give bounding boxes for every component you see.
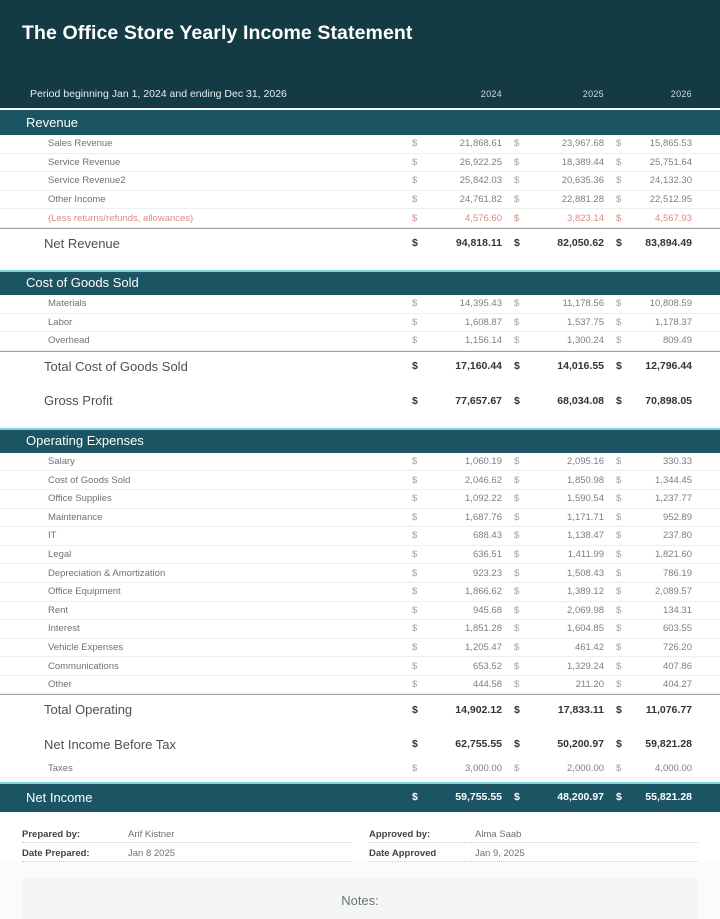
date-prepared-pair [22, 848, 351, 862]
table-row [0, 490, 720, 509]
cell-2024: 21,868.61 [459, 138, 502, 150]
table-row [0, 527, 720, 546]
currency-symbol: $ [616, 567, 622, 579]
signature-row-dates [22, 843, 698, 862]
table-row [0, 602, 720, 621]
cell-2025: 1,138.47 [567, 530, 604, 542]
currency-symbol: $ [514, 212, 520, 224]
currency-symbol: $ [412, 237, 418, 250]
currency-symbol: $ [616, 762, 622, 774]
prepared-by-label: Prepared by: [22, 829, 118, 843]
cell-2024: 4,576.60 [465, 212, 502, 224]
currency-symbol: $ [616, 175, 622, 187]
cell-2024: 14,395.43 [459, 298, 502, 310]
currency-symbol: $ [514, 335, 520, 347]
cell-2024: 25,842.03 [459, 175, 502, 187]
currency-symbol: $ [412, 156, 418, 168]
cell-2024: 62,755.55 [455, 738, 502, 751]
cell-2026: 55,821.28 [645, 791, 692, 804]
cell-2026: 59,821.28 [645, 738, 692, 751]
cell-2024: 923.23 [472, 567, 502, 579]
signature-block [0, 812, 720, 862]
row-label: Service Revenue2 [48, 175, 126, 187]
cell-2026: 11,076.77 [645, 703, 692, 716]
cell-2024: 653.52 [472, 660, 502, 672]
currency-symbol: $ [412, 194, 418, 206]
currency-symbol: $ [514, 567, 520, 579]
row-label: Vehicle Expenses [48, 641, 123, 653]
currency-symbol: $ [616, 194, 622, 206]
revenue-rows [0, 135, 720, 268]
cell-2024: 945.68 [472, 604, 502, 616]
cell-2025: 1,537.75 [567, 316, 604, 328]
cell-2025: 1,590.54 [567, 493, 604, 505]
currency-symbol: $ [616, 549, 622, 561]
cell-2024: 26,922.25 [459, 156, 502, 168]
approved-by-label: Approved by: [369, 829, 465, 843]
currency-symbol: $ [514, 530, 520, 542]
total-row-total-operating [0, 694, 720, 724]
row-label: Other Income [48, 194, 106, 206]
table-row [0, 657, 720, 676]
total-row-gross-profit [0, 386, 720, 416]
currency-symbol: $ [514, 456, 520, 468]
currency-symbol: $ [412, 762, 418, 774]
currency-symbol: $ [412, 360, 418, 373]
currency-symbol: $ [514, 623, 520, 635]
currency-symbol: $ [412, 703, 418, 716]
cell-2025: 14,016.55 [557, 360, 604, 373]
currency-symbol: $ [514, 791, 520, 804]
currency-symbol: $ [616, 660, 622, 672]
currency-symbol: $ [514, 474, 520, 486]
table-row [0, 639, 720, 658]
cell-2024: 1,851.28 [465, 623, 502, 635]
table-row [0, 546, 720, 565]
currency-symbol: $ [412, 316, 418, 328]
cell-2025: 17,833.11 [557, 703, 604, 716]
cell-2024: 2,046.62 [465, 474, 502, 486]
row-label: Maintenance [48, 511, 103, 523]
currency-symbol: $ [412, 212, 418, 224]
total-row-net-income-before-tax [0, 729, 720, 759]
currency-symbol: $ [514, 679, 520, 691]
cell-2024: 1,866.62 [465, 586, 502, 598]
cell-2026: 1,237.77 [655, 493, 692, 505]
total-row-net-revenue [0, 228, 720, 258]
currency-symbol: $ [514, 394, 520, 407]
table-row [0, 453, 720, 472]
section-title-revenue: Revenue [26, 115, 79, 130]
date-approved-label: Date Approved [369, 848, 465, 862]
table-row [0, 154, 720, 173]
cell-2024: 1,060.19 [465, 456, 502, 468]
operating-expense-rows [0, 453, 720, 695]
cell-2026: 404.27 [662, 679, 692, 691]
table-row [0, 564, 720, 583]
currency-symbol: $ [616, 493, 622, 505]
date-prepared-label: Date Prepared: [22, 848, 118, 862]
row-label: Sales Revenue [48, 138, 113, 150]
cell-2026: 407.86 [662, 660, 692, 672]
cell-2025: 461.42 [574, 641, 604, 653]
cell-2026: 726.20 [662, 641, 692, 653]
row-label: Legal [48, 549, 72, 561]
table-row-taxes [0, 759, 720, 778]
currency-symbol: $ [412, 567, 418, 579]
currency-symbol: $ [616, 641, 622, 653]
row-label: Taxes [48, 762, 73, 774]
row-label: Gross Profit [44, 393, 113, 409]
cell-2025: 1,604.85 [567, 623, 604, 635]
currency-symbol: $ [514, 156, 520, 168]
cell-2024: 77,657.67 [455, 394, 502, 407]
currency-symbol: $ [412, 298, 418, 310]
cell-2026: 25,751.64 [649, 156, 692, 168]
currency-symbol: $ [412, 530, 418, 542]
currency-symbol: $ [616, 604, 622, 616]
cell-2026: 1,821.60 [655, 549, 692, 561]
table-row [0, 172, 720, 191]
currency-symbol: $ [412, 641, 418, 653]
cell-2026: 24,132.30 [649, 175, 692, 187]
currency-symbol: $ [412, 549, 418, 561]
cell-2026: 22,512.95 [649, 194, 692, 206]
cell-2024: 17,160.44 [455, 360, 502, 373]
currency-symbol: $ [514, 237, 520, 250]
section-title-operating-expenses: Operating Expenses [26, 432, 144, 448]
currency-symbol: $ [412, 394, 418, 407]
currency-symbol: $ [412, 474, 418, 486]
currency-symbol: $ [616, 156, 622, 168]
currency-symbol: $ [616, 237, 622, 250]
page-title: The Office Store Yearly Income Statement [22, 22, 413, 44]
column-header-year-2: 2025 [582, 89, 604, 99]
currency-symbol: $ [616, 316, 622, 328]
cell-2025: 11,178.56 [562, 298, 604, 310]
table-row [0, 332, 720, 351]
currency-symbol: $ [616, 530, 622, 542]
cogs-rows [0, 295, 720, 426]
period-and-year-header [0, 80, 720, 108]
currency-symbol: $ [514, 298, 520, 310]
currency-symbol: $ [412, 493, 418, 505]
currency-symbol: $ [616, 623, 622, 635]
currency-symbol: $ [514, 511, 520, 523]
cell-2024: 59,755.55 [455, 791, 502, 804]
cell-2026: 603.55 [662, 623, 692, 635]
cell-2026: 70,898.05 [645, 394, 692, 407]
table-row [0, 676, 720, 695]
approved-by-pair [369, 829, 698, 843]
currency-symbol: $ [616, 360, 622, 373]
prepared-by-pair [22, 829, 351, 843]
currency-symbol: $ [412, 175, 418, 187]
row-label: Total Cost of Goods Sold [44, 358, 188, 374]
row-label: Service Revenue [48, 156, 121, 168]
cell-2025: 2,095.16 [567, 456, 604, 468]
cell-2024: 688.43 [472, 530, 502, 542]
cell-2024: 1,608.87 [465, 316, 502, 328]
cell-2025: 20,635.36 [561, 175, 604, 187]
row-label: Office Supplies [48, 493, 112, 505]
cell-2026: 1,344.45 [655, 474, 692, 486]
cell-2025: 23,967.68 [561, 138, 604, 150]
currency-symbol: $ [514, 175, 520, 187]
cell-2025: 68,034.08 [557, 394, 604, 407]
row-label: Net Revenue [44, 235, 120, 251]
cell-2024: 1,687.76 [465, 511, 502, 523]
row-label: Net Income [26, 789, 93, 805]
row-label: Communications [48, 660, 119, 672]
cell-2025: 50,200.97 [557, 738, 604, 751]
cell-2024: 444.58 [472, 679, 502, 691]
cell-2026: 12,796.44 [645, 360, 692, 373]
currency-symbol: $ [514, 138, 520, 150]
currency-symbol: $ [514, 194, 520, 206]
row-label: (Less returns/refunds, allowances) [48, 212, 194, 224]
section-title-cogs: Cost of Goods Sold [26, 274, 139, 290]
cell-2026: 330.33 [662, 456, 692, 468]
cell-2026: 134.31 [662, 604, 692, 616]
row-label: Net Income Before Tax [44, 736, 176, 752]
cell-2026: 10,808.59 [649, 298, 692, 310]
currency-symbol: $ [514, 360, 520, 373]
currency-symbol: $ [412, 623, 418, 635]
cell-2025: 1,300.24 [567, 335, 604, 347]
currency-symbol: $ [514, 493, 520, 505]
cell-2026: 786.19 [662, 567, 692, 579]
net-income-bar [0, 782, 720, 812]
currency-symbol: $ [412, 335, 418, 347]
cell-2026: 809.49 [662, 335, 692, 347]
cell-2026: 237.80 [662, 530, 692, 542]
currency-symbol: $ [412, 660, 418, 672]
section-spacer [0, 416, 720, 426]
currency-symbol: $ [616, 456, 622, 468]
row-label: Depreciation & Amortization [48, 567, 166, 579]
currency-symbol: $ [514, 703, 520, 716]
row-label: Materials [48, 298, 87, 310]
currency-symbol: $ [412, 738, 418, 751]
cell-2024: 1,156.14 [465, 335, 502, 347]
currency-symbol: $ [514, 738, 520, 751]
cell-2025: 1,411.99 [567, 549, 604, 561]
cell-2025: 22,881.28 [561, 194, 604, 206]
cell-2024: 94,818.11 [455, 237, 502, 250]
date-prepared-value[interactable]: Jan 8 2025 [118, 848, 351, 862]
currency-symbol: $ [514, 762, 520, 774]
column-header-year-3: 2026 [670, 89, 692, 99]
row-label: Total Operating [44, 702, 133, 718]
signature-row-prepared [22, 824, 698, 843]
cell-2025: 1,508.43 [567, 567, 604, 579]
date-approved-value[interactable]: Jan 9, 2025 [465, 848, 698, 862]
row-label: IT [48, 530, 57, 542]
row-label: Salary [48, 456, 75, 468]
date-approved-pair [369, 848, 698, 862]
cell-2026: 83,894.49 [645, 237, 692, 250]
cell-2026: 4,000.00 [655, 762, 692, 774]
table-row-less-returns [0, 209, 720, 228]
cell-2025: 18,389.44 [561, 156, 604, 168]
row-label: Cost of Goods Sold [48, 474, 131, 486]
currency-symbol: $ [514, 316, 520, 328]
cell-2025: 82,050.62 [557, 237, 604, 250]
period-label: Period beginning Jan 1, 2024 and ending Dec 31, 2026 [30, 88, 287, 100]
currency-symbol: $ [616, 791, 622, 804]
section-header-revenue [0, 110, 720, 135]
currency-symbol: $ [412, 456, 418, 468]
column-header-year-1: 2024 [480, 89, 502, 99]
cell-2025: 48,200.97 [557, 791, 604, 804]
currency-symbol: $ [412, 679, 418, 691]
currency-symbol: $ [616, 138, 622, 150]
table-row [0, 135, 720, 154]
row-label: Office Equipment [48, 586, 121, 598]
cell-2026: 15,865.53 [649, 138, 692, 150]
currency-symbol: $ [514, 641, 520, 653]
cell-2024: 1,205.47 [465, 641, 502, 653]
currency-symbol: $ [412, 511, 418, 523]
row-label: Overhead [48, 335, 90, 347]
section-spacer [0, 258, 720, 268]
currency-symbol: $ [412, 791, 418, 804]
cell-2024: 1,092.22 [465, 493, 502, 505]
cell-2026: 4,567.93 [655, 212, 692, 224]
currency-symbol: $ [616, 511, 622, 523]
table-row [0, 295, 720, 314]
section-header-operating-expenses [0, 428, 720, 453]
cell-2024: 24,761.82 [459, 194, 502, 206]
currency-symbol: $ [616, 703, 622, 716]
approved-by-value[interactable]: Alma Saab [465, 829, 698, 843]
cell-2025: 211.20 [575, 679, 604, 691]
notes-section[interactable] [22, 878, 698, 919]
row-label: Rent [48, 604, 69, 616]
table-row [0, 471, 720, 490]
table-row [0, 314, 720, 333]
cell-2025: 2,000.00 [567, 762, 604, 774]
notes-label: Notes: [341, 892, 379, 908]
currency-symbol: $ [514, 660, 520, 672]
cell-2025: 3,823.14 [567, 212, 604, 224]
cell-2025: 1,329.24 [567, 660, 604, 672]
cell-2024: 3,000.00 [465, 762, 502, 774]
cell-2025: 1,389.12 [567, 586, 604, 598]
total-row-total-cogs [0, 351, 720, 381]
currency-symbol: $ [616, 679, 622, 691]
cell-2026: 1,178.37 [655, 316, 692, 328]
cell-2024: 14,902.12 [455, 703, 502, 716]
cell-2026: 2,089.57 [655, 586, 692, 598]
currency-symbol: $ [616, 212, 622, 224]
table-row [0, 583, 720, 602]
currency-symbol: $ [412, 138, 418, 150]
bottom-totals [0, 694, 720, 778]
cell-2025: 1,171.71 [567, 511, 604, 523]
document-header [0, 0, 720, 108]
cell-2025: 1,850.98 [567, 474, 604, 486]
currency-symbol: $ [616, 586, 622, 598]
cell-2025: 2,069.98 [567, 604, 604, 616]
currency-symbol: $ [616, 738, 622, 751]
cell-2026: 952.89 [662, 511, 692, 523]
currency-symbol: $ [514, 586, 520, 598]
table-row [0, 509, 720, 528]
currency-symbol: $ [412, 586, 418, 598]
cell-2024: 636.51 [472, 549, 502, 561]
row-label: Other [48, 679, 72, 691]
row-label: Labor [48, 316, 73, 328]
currency-symbol: $ [616, 335, 622, 347]
currency-symbol: $ [616, 394, 622, 407]
table-row [0, 191, 720, 210]
currency-symbol: $ [616, 298, 622, 310]
table-row [0, 620, 720, 639]
currency-symbol: $ [514, 604, 520, 616]
row-label: Interest [48, 623, 80, 635]
currency-symbol: $ [616, 474, 622, 486]
currency-symbol: $ [412, 604, 418, 616]
section-header-cogs [0, 270, 720, 295]
prepared-by-value[interactable]: Arif Kistner [118, 829, 351, 843]
currency-symbol: $ [514, 549, 520, 561]
